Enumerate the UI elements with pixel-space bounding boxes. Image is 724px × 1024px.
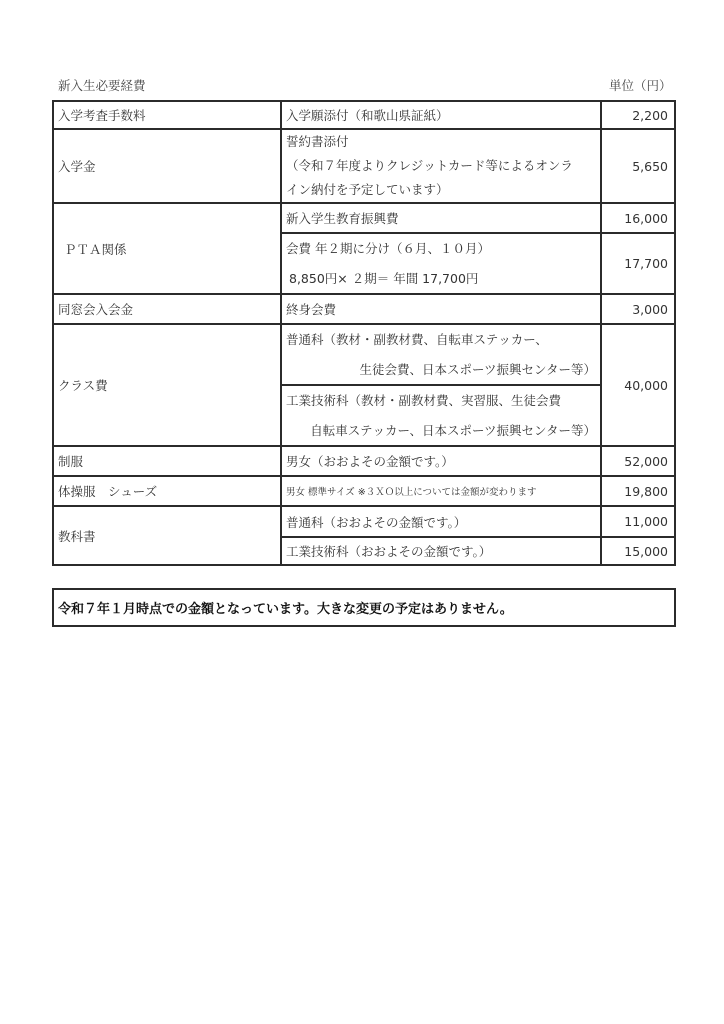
detail-cell [282, 130, 600, 202]
detail-line: 誓約書添付 [286, 134, 349, 149]
detail-line: イン納付を予定しています） [286, 182, 449, 197]
expense-table [52, 100, 676, 566]
detail-cell [282, 325, 600, 384]
amount-cell: 3,000 [632, 301, 668, 317]
amount-cell: 11,000 [624, 514, 668, 529]
amount-cell: 19,800 [624, 483, 668, 499]
detail-cell: 男女（おおよその金額です。） [286, 454, 454, 469]
detail-cell: 新入学生教育振興費 [286, 211, 399, 226]
category-cell: 体操服 シューズ [58, 484, 158, 499]
category-cell: ＰＴＡ関係 [64, 241, 127, 257]
detail-cell [282, 386, 600, 445]
category-cell: 制服 [58, 454, 84, 469]
table-border-right [674, 100, 676, 566]
detail-cell [282, 234, 600, 293]
detail-line: 生徒会費、日本スポーツ振興センター等） [359, 361, 596, 377]
category-cell: 入学金 [58, 159, 96, 174]
amount-cell: 17,700 [624, 256, 668, 271]
notice-box: 令和７年１月時点での金額となっています。大きな変更の予定はありません。 [52, 588, 676, 627]
amount-cell: 15,000 [624, 543, 668, 559]
amount-cell: 2,200 [632, 107, 668, 123]
detail-cell: 男女 標準サイズ ※３ＸＯ以上については金額が変わります [286, 487, 537, 498]
category-cell: 同窓会入会金 [58, 302, 134, 317]
amount-cell: 52,000 [624, 453, 668, 469]
detail-cell: 終身会費 [286, 302, 337, 317]
category-cell: 入学考査手数料 [58, 108, 146, 123]
table-border-bottom [52, 564, 676, 566]
detail-line: （令和７年度よりクレジットカード等によるオンラ [286, 158, 573, 173]
amount-cell: 5,650 [632, 158, 668, 174]
detail-line: 8,850円× ２期＝ 年間 17,700円 [289, 270, 479, 286]
document-title: 新入生必要経費 [58, 78, 146, 93]
detail-cell: 入学願添付（和歌山県証紙） [286, 108, 449, 123]
detail-cell: 工業技術科（おおよその金額です。） [286, 544, 492, 559]
category-cell: クラス費 [58, 378, 108, 393]
category-cell: 教科書 [58, 528, 96, 544]
detail-line: 会費 年２期に分け（６月、１０月） [286, 240, 490, 256]
unit-label: 単位（円） [609, 78, 672, 93]
detail-line: 普通科（教材・副教材費、自転車ステッカー、 [286, 331, 548, 347]
detail-line: 自転車ステッカー、日本スポーツ振興センター等） [310, 422, 596, 438]
amount-cell: 16,000 [624, 210, 668, 226]
detail-line: 工業技術科（教材・副教材費、実習服、生徒会費 [286, 392, 562, 408]
amount-cell: 40,000 [624, 377, 668, 393]
detail-cell: 普通科（おおよその金額です。） [286, 514, 467, 530]
